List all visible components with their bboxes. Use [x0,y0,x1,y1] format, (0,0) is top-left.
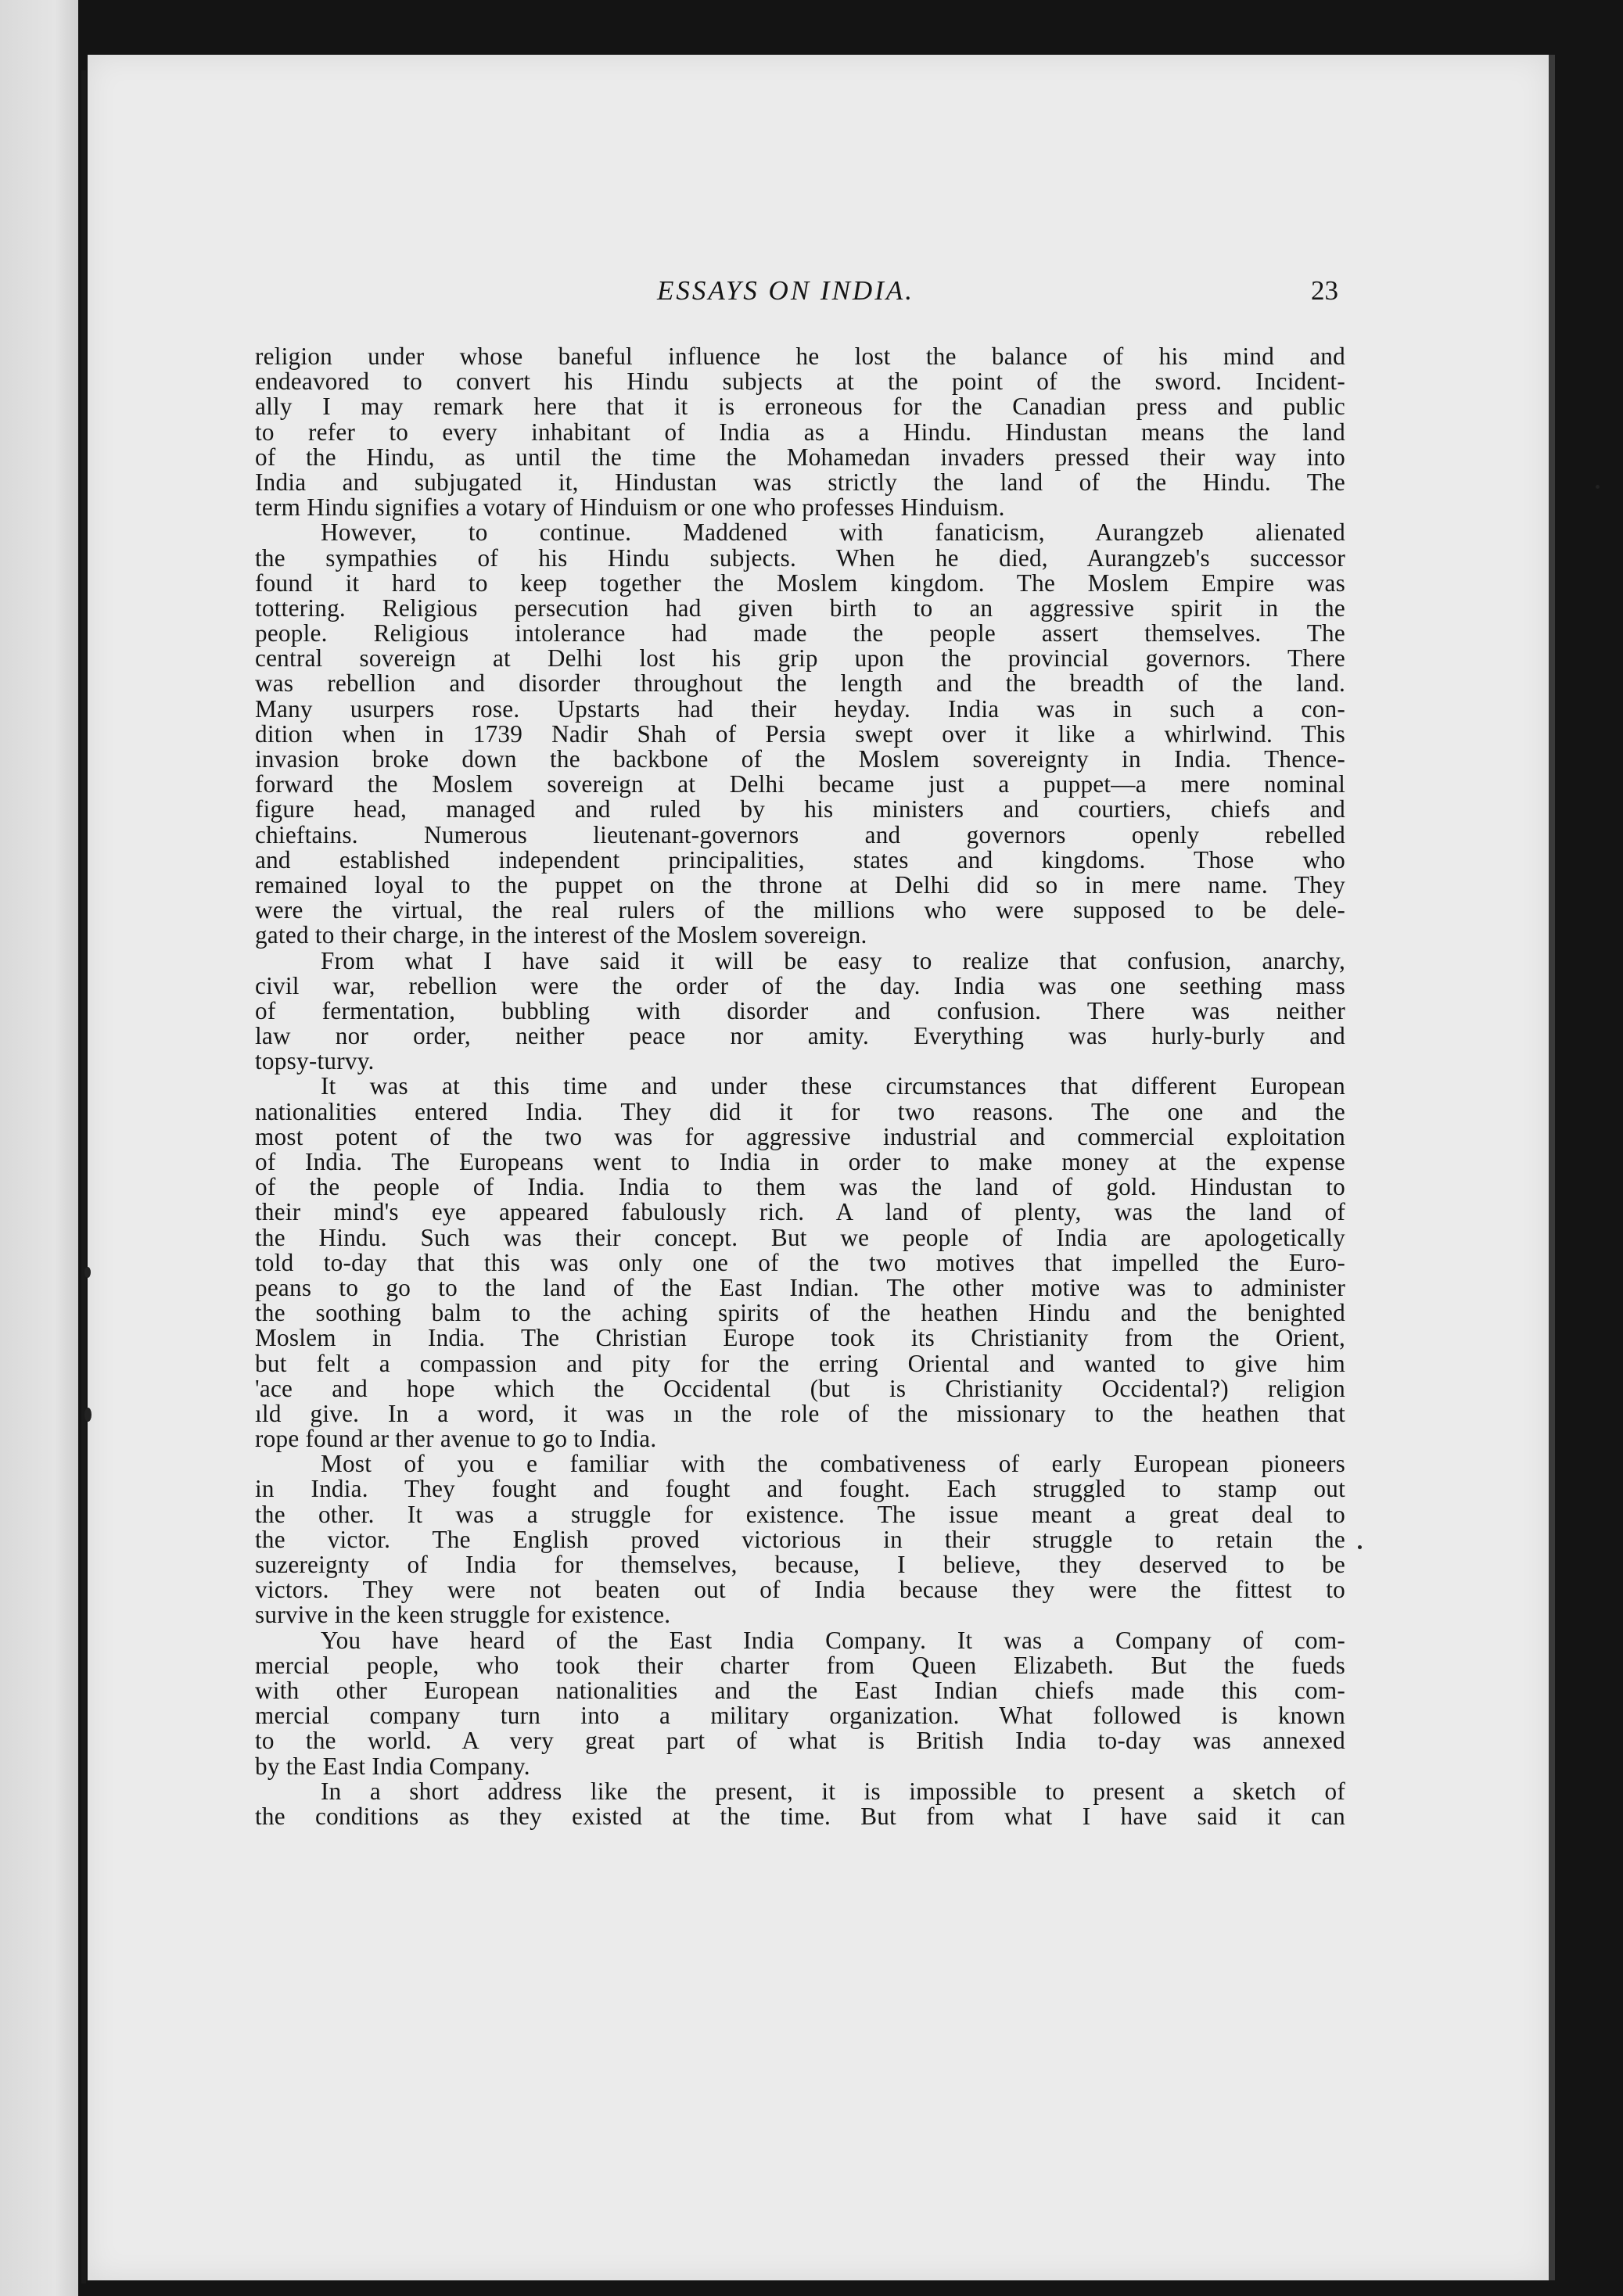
text-line: term Hindu signifies a votary of Hinduism or one who professes Hinduism. [255,493,1005,522]
text-line: central sovereign at Delhi lost his grip upon the provincial governors. There [255,644,1345,673]
text-line: From what I have said it will be easy to realize that confusion, anarchy, [321,946,1345,974]
text-line: found it hard to keep together the Moslem kingdom. The Moslem Empire was [255,569,1345,597]
text-line: with other European nationalities and the East Indian chiefs made this com- [255,1676,1345,1704]
scan-speck [84,1408,92,1422]
text-line: ıld give. In a word, it was ın the role of the missionary to the heathen that [255,1399,1345,1427]
text-line: to refer to every inhabitant of India as a Hindu. Hindustan means the land [255,418,1345,446]
text-line: was rebellion and disorder throughout the length and the breadth of the land. [255,669,1345,698]
text-line: people. Religious intolerance had made the people assert themselves. The [255,619,1345,648]
text-line: topsy-turvy. [255,1047,375,1075]
text-line: of the people of India. India to them was the land of gold. Hindustan to [255,1173,1345,1201]
text-line: chieftains. Numerous lieutenant-governors and governors openly rebelled [255,820,1345,848]
scan-speck [1596,485,1600,489]
body-text [255,344,1345,1829]
text-line: In a short address like the present, it is impossible to present a sketch of [321,1777,1345,1805]
text-line: invasion broke down the backbone of the Moslem sovereignty in India. Thence- [255,745,1345,773]
text-line: the other. It was a struggle for existence. The issue meant a great deal to [255,1500,1345,1528]
text-line: forward the Moslem sovereign at Delhi became just a puppet—a mere nominal [255,770,1345,798]
text-line: Many usurpers rose. Upstarts had their heyday. India was in such a con- [255,694,1345,723]
text-line: the soothing balm to the aching spirits of the heathen Hindu and the benighted [255,1299,1345,1327]
text-line: the conditions as they existed at the time. But from what I have said it can [255,1802,1345,1830]
text-line: by the East India Company. [255,1752,530,1780]
text-line: However, to continue. Maddened with fanaticism, Aurangzeb alienated [321,518,1345,547]
text-line: civil war, rebellion were the order of the day. India was one seething mass [255,971,1345,999]
text-line: in India. They fought and fought and fought. Each struggled to stamp out [255,1475,1345,1503]
page-edge-shadow [1549,55,1555,2280]
text-line: told to-day that this was only one of the two motives that impelled the Euro- [255,1248,1345,1276]
text-line: but felt a compassion and pity for the erring Oriental and wanted to give him [255,1349,1345,1377]
text-line: 'ace and hope which the Occidental (but is Christianity Occidental?) religion [255,1374,1345,1402]
text-line: nationalities entered India. They did it for two reasons. The one and the [255,1097,1345,1125]
text-line: the sympathies of his Hindu subjects. When he died, Aurangzeb's successor [255,544,1345,572]
scan-speck [1358,1545,1362,1549]
text-line: of the Hindu, as until the time the Mohamedan invaders pressed their way into [255,443,1345,471]
facing-page-margin [0,0,78,2296]
text-line: Moslem in India. The Christian Europe took its Christianity from the Orient, [255,1324,1345,1352]
running-head: ESSAYS ON INDIA. [657,275,914,306]
text-line: were the virtual, the real rulers of the millions who were supposed to be dele- [255,896,1345,924]
text-line: rope found ar ther avenue to go to India. [255,1425,657,1453]
text-line: Most of you e familiar with the combativeness of early European pioneers [321,1450,1345,1478]
text-line: It was at this time and under these circumstances that different European [321,1072,1345,1100]
text-line: to the world. A very great part of what is British India to-day was annexed [255,1727,1345,1755]
text-line: mercial people, who took their charter from Queen Elizabeth. But the fueds [255,1651,1345,1679]
text-line: the Hindu. Such was their concept. But we people of India are apologetically [255,1223,1345,1251]
text-line: law nor order, neither peace nor amity. Everything was hurly-burly and [255,1022,1345,1050]
scan-speck [84,1267,91,1278]
text-line: victors. They were not beaten out of India because they were the fittest to [255,1576,1345,1604]
text-line: most potent of the two was for aggressive industrial and commercial exploitation [255,1122,1345,1150]
text-line: tottering. Religious persecution had given birth to an aggressive spirit in the [255,594,1345,622]
text-line: the victor. The English proved victorious in their struggle to retain the [255,1525,1345,1553]
text-line: gated to their charge, in the interest of the Moslem sovereign. [255,921,867,949]
text-line: religion under whose baneful influence he lost the balance of his mind and [255,343,1345,370]
text-line: India and subjugated it, Hindustan was strictly the land of the Hindu. The [255,468,1345,496]
binding-edge [81,70,86,2283]
text-line: You have heard of the East India Company. It was a Company of com- [321,1626,1345,1654]
text-line: endeavored to convert his Hindu subjects at the point of the sword. Incident- [255,368,1345,396]
text-line: their mind's eye appeared fabulously rich. A land of plenty, was the land of [255,1198,1345,1226]
text-line: mercial company turn into a military organization. What followed is known [255,1702,1345,1730]
text-line: dition when in 1739 Nadir Shah of Persia swept over it like a whirlwind. This [255,719,1345,748]
text-line: suzereignty of India for themselves, because, I believe, they deserved to be [255,1551,1345,1578]
text-line: figure head, managed and ruled by his ministers and courtiers, chiefs and [255,795,1345,823]
text-line: peans to go to the land of the East Indian. The other motive was to administer [255,1273,1345,1301]
text-line: and established independent principalities, states and kingdoms. Those who [255,845,1345,874]
text-line: remained loyal to the puppet on the throne at Delhi did so in mere name. They [255,870,1345,899]
text-line: of India. The Europeans went to India in order to make money at the expense [255,1148,1345,1175]
page-number: 23 [1311,275,1338,306]
text-line: ally I may remark here that it is erroneous for the Canadian press and public [255,393,1345,421]
text-line: of fermentation, bubbling with disorder and confusion. There was neither [255,996,1345,1024]
text-line: survive in the keen struggle for existence. [255,1601,671,1629]
